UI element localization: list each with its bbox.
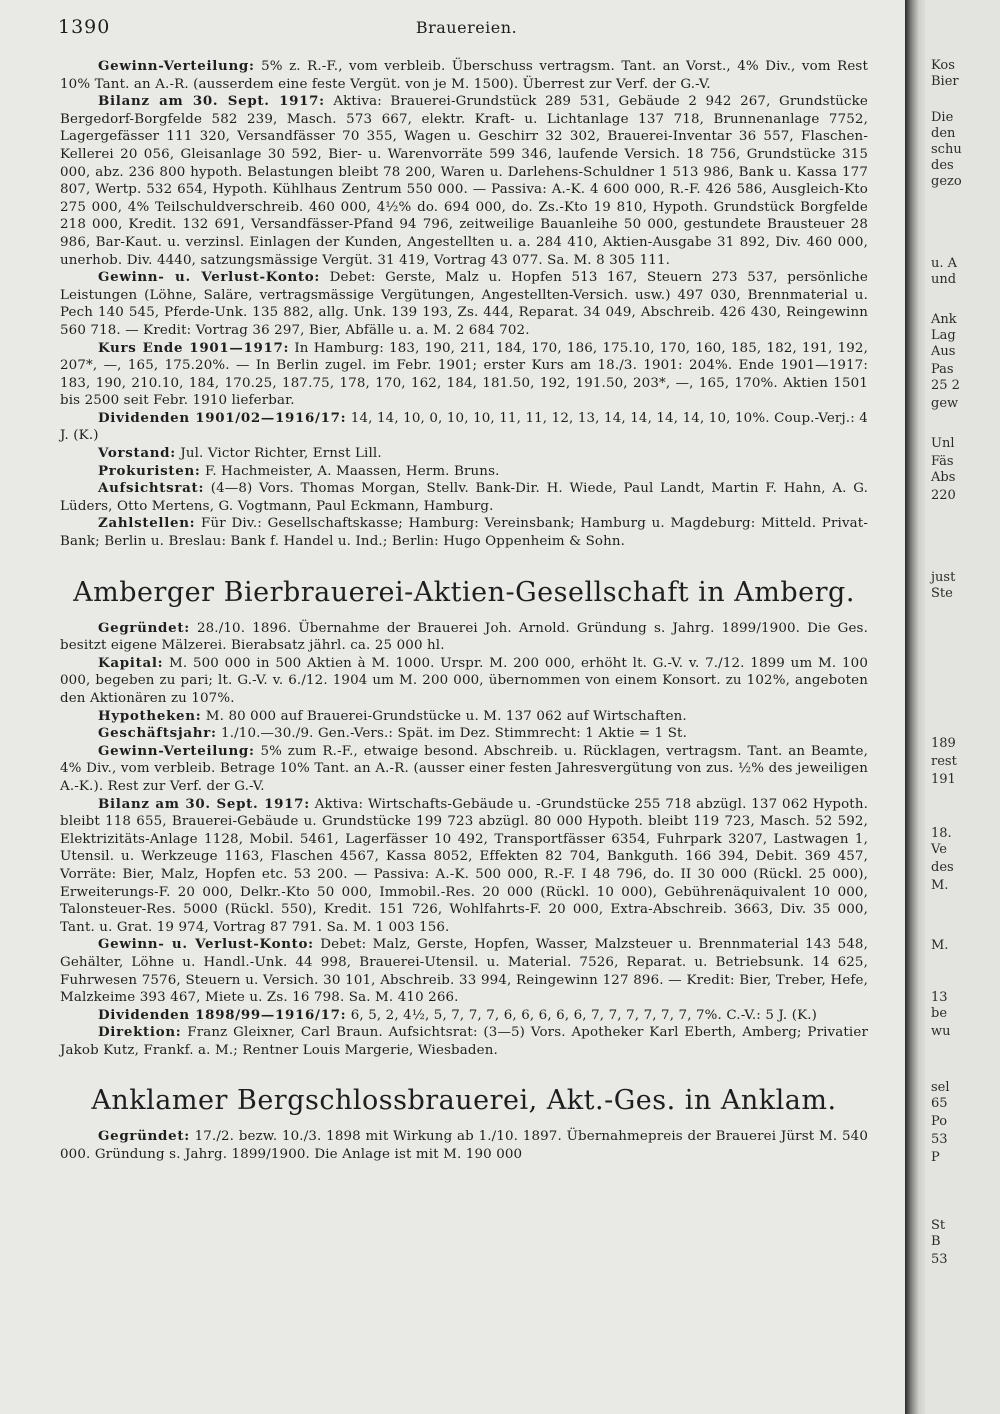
adjacent-page-fragment: Die bbox=[931, 110, 954, 125]
entry-paragraph bbox=[60, 340, 868, 410]
entry-paragraph bbox=[60, 515, 868, 550]
entry-label: Vorstand: bbox=[98, 445, 176, 462]
adjacent-page-fragment: B bbox=[931, 1234, 941, 1249]
adjacent-page-fragment: rest bbox=[931, 754, 957, 769]
page-body bbox=[60, 58, 868, 1164]
entry-text: 14, 14, 10, 0, 10, 10, 11, 11, 12, 13, 14, 14, 14, 14, 10, 10%. Coup.-Verj.: 4 J. (K.) bbox=[60, 410, 868, 444]
adjacent-page-fragment: gew bbox=[931, 396, 959, 411]
entry-paragraph bbox=[60, 1024, 868, 1059]
entry-label: Gegründet: bbox=[98, 1128, 190, 1145]
entry-text: Debet: Malz, Gerste, Hopfen, Wasser, Malzsteuer u. Brennmaterial 143 548, Gehälter, Löhne u. Handl.-Unk. 44 998, Brauerei-Utensil. u. Material. 7526, Reparat. u. Betriebsunk. 14 625, Fuhrwesen 7576, Steuern u. Versich. 30 101, Abschreib. 33 994, Reingewinn 127 896. — Kredit: Bier, Treber, Hefe, Malzkeime 393 467, Miete u. Zs. 16 798. Sa. M. 410 266. bbox=[60, 937, 868, 1006]
adjacent-page-fragment: des bbox=[931, 860, 954, 875]
adjacent-page-fragment: wu bbox=[931, 1024, 951, 1039]
entry-label: Bilanz am 30. Sept. 1917: bbox=[98, 795, 310, 812]
adjacent-page-fragment: be bbox=[931, 1006, 948, 1021]
entry-paragraph bbox=[60, 708, 868, 726]
adjacent-page-fragment: St bbox=[931, 1218, 946, 1233]
entry-label: Geschäftsjahr: bbox=[98, 725, 217, 742]
entry-text: 5% z. R.-F., vom verbleib. Überschuss vertragsm. Tant. an Vorst., 4% Div., vom Rest 10% Tant. an A.-R. (ausserdem eine feste Vergüt. von je M. 1500). Überrest zur Verf. der G.-V. bbox=[60, 59, 868, 92]
adjacent-page-fragment: Pas bbox=[931, 362, 954, 377]
entry-label: Gegründet: bbox=[98, 619, 190, 636]
entry-label: Aufsichtsrat: bbox=[98, 480, 205, 497]
entry-text: 5% zum R.-F., etwaige besond. Abschreib. u. Rücklagen, vertragsm. Tant. an Beamte, 4% Div., vom verbleib. Betrage 10% Tant. an A.-R. (ausser einer festen Jahresvergütung von zus. ½% des jeweiligen A.-K.). Rest zur Verf. der G.-V. bbox=[60, 743, 868, 794]
entry-text: M. 80 000 auf Brauerei-Grundstücke u. M. 137 062 auf Wirtschaften. bbox=[205, 708, 687, 724]
entry-text: F. Hachmeister, A. Maassen, Herm. Bruns. bbox=[204, 463, 500, 479]
entry-paragraph bbox=[60, 58, 868, 93]
entry-label: Kapital: bbox=[98, 654, 164, 671]
entry-paragraph bbox=[60, 796, 868, 937]
entry-paragraph bbox=[60, 936, 868, 1006]
adjacent-page-fragment: Lag bbox=[931, 328, 956, 343]
adjacent-page-fragment: 65 bbox=[931, 1096, 948, 1111]
entry-paragraph bbox=[60, 463, 868, 481]
adjacent-page-fragment: 53 bbox=[931, 1132, 948, 1147]
entry-label: Zahlstellen: bbox=[98, 515, 196, 532]
adjacent-page-fragment: Bier bbox=[931, 74, 959, 89]
entry-paragraph bbox=[60, 93, 868, 269]
firm-title: Anklamer Bergschlossbrauerei, Akt.-Ges. in Anklam. bbox=[91, 1085, 837, 1117]
adjacent-page-fragment: P bbox=[931, 1150, 940, 1165]
entry-text: (4—8) Vors. Thomas Morgan, Stellv. Bank-Dir. H. Wiede, Paul Landt, Martin F. Hahn, A. G. Lüders, Otto Mertens, G. Vogtmann, Paul Eckmann, Hamburg. bbox=[60, 481, 868, 514]
running-head: Brauereien. bbox=[415, 18, 518, 37]
adjacent-page-fragment: schu bbox=[931, 142, 962, 157]
entry-text: Aktiva: Brauerei-Grundstück 289 531, Gebäude 2 942 267, Grundstücke Bergedorf-Borgfelde 582 239, Masch. 573 667, elektr. Kraft- u. Lichtanlage 137 718, Brunnenanlage 7752, Lagergefässer 111 320, Versandfässer 70 355, Wagen u. Geschirr 32 302, Brauerei-Inventar 36 557, Flaschen-Kellerei 20 056, Gleisanlage 30 592, Bier- u. Warenvorräte 599 346, laufende Versich. 18 756, Grundstücke 315 000, abz. 236 800 hypoth. Belastungen bleibt 78 200, Waren u. Darlehens-Schuldner 1 513 986, Bank u. Kassa 177 807, Wertp. 532 654, Hypoth. Kühlhaus Zentrum 550 000. — Passiva: A.-K. 4 600 000, R.-F. 426 586, Ausgleich-Kto 275 000, 4% Teilschuldverschreib. 460 000, 4½% do. 694 000, do. Zs.-Kto 19 810, Hypoth. Grundstück Borgfelde 218 000, Kredit. 132 691, Versandfässer-Pfand 94 796, zeitweilige Bauanleihe 50 000, gestundete Brausteuer 28 986, Bar-Kaut. u. verzinsl. Einlagen der Kunden, Angestellten u. a. 284 410, Aktien-Ausgabe 31 892, Div. 460 000, unerhob. Div. 4440, satzungsmässige Vergüt. 31 419, Vortrag 43 077. Sa. M. 8 305 111. bbox=[60, 94, 868, 268]
entry-label: Direktion: bbox=[98, 1024, 182, 1041]
entry-label: Gewinn- u. Verlust-Konto: bbox=[98, 936, 314, 953]
entry-text: Für Div.: Gesellschaftskasse; Hamburg: Vereinsbank; Hamburg u. Magdeburg: Mitteld. Privat-Bank; Berlin u. Breslau: Bank f. Handel u. Ind.; Berlin: Hugo Oppenheim & Sohn. bbox=[60, 516, 868, 550]
entry-paragraph bbox=[60, 445, 868, 463]
adjacent-page-fragment: Kos bbox=[931, 58, 955, 73]
adjacent-page-fragment: M. bbox=[931, 938, 949, 953]
entry-text: In Hamburg: 183, 190, 211, 184, 170, 186, 175.10, 170, 160, 185, 182, 191, 192, 207*, —, 165, 175.20%. — In Berlin zugel. im Febr. 1901; erster Kurs am 18./3. 1901: 204%. Ende 1901—1917: 183, 190, 210.10, 184, 170.25, 187.75, 178, 170, 162, 184, 181.50, 192, 191.50, 203*, —, 165, 170%. Aktien 1501 bis 2500 seit Febr. 1910 lieferbar. bbox=[60, 340, 868, 409]
entry-paragraph bbox=[60, 1128, 868, 1163]
adjacent-page-fragment: Fäs bbox=[931, 454, 954, 469]
adjacent-page-fragment: 18. bbox=[931, 826, 952, 841]
adjacent-page-fragment: gezo bbox=[931, 174, 962, 189]
page-number: 1390 bbox=[58, 16, 111, 38]
adjacent-page-fragment: 25 2 bbox=[931, 378, 960, 393]
entry-text: 6, 5, 2, 4½, 5, 7, 7, 7, 6, 6, 6, 6, 6, 7, 7, 7, 7, 7, 7, 7%. C.-V.: 5 J. (K.) bbox=[350, 1007, 818, 1023]
page-header bbox=[58, 16, 875, 46]
adjacent-page-fragment: Ste bbox=[931, 586, 953, 601]
adjacent-page-fragment: 13 bbox=[931, 990, 948, 1005]
entry-paragraph bbox=[60, 655, 868, 708]
adjacent-page-fragment: 53 bbox=[931, 1252, 948, 1267]
entry-label: Dividenden 1901/02—1916/17: bbox=[98, 409, 347, 426]
adjacent-page-fragment: Abs bbox=[931, 470, 956, 485]
adjacent-page-fragment: Po bbox=[931, 1114, 948, 1129]
adjacent-page-fragment: Ve bbox=[931, 842, 947, 857]
adjacent-page-fragment: Ank bbox=[931, 312, 957, 327]
entry-text: M. 500 000 in 500 Aktien à M. 1000. Urspr. M. 200 000, erhöht lt. G.-V. v. 7./12. 1899 um M. 100 000, begeben zu pari; lt. G.-V. v. 6./12. 1904 um M. 200 000, übernommen von einem Konsort. zu 102%, angeboten den Aktionären zu 107%. bbox=[60, 655, 868, 706]
entry-label: Hypotheken: bbox=[98, 707, 202, 724]
adjacent-page-fragment: Aus bbox=[931, 344, 956, 359]
entry-label: Prokuristen: bbox=[98, 462, 201, 479]
adjacent-page-fragment: M. bbox=[931, 878, 949, 893]
entry-label: Dividenden 1898/99—1916/17: bbox=[98, 1006, 347, 1023]
entry-text: Franz Gleixner, Carl Braun. Aufsichtsrat: (3—5) Vors. Apotheker Karl Eberth, Amberg; Privatier Jakob Kutz, Frankf. a. M.; Rentner Louis Margerie, Wiesbaden. bbox=[60, 1025, 868, 1058]
firm-title: Amberger Bierbrauerei-Aktien-Gesellschaft in Amberg. bbox=[73, 576, 855, 608]
adjacent-page-fragment: 220 bbox=[931, 488, 956, 503]
adjacent-page-fragment: 191 bbox=[931, 772, 956, 787]
entry-paragraph bbox=[60, 410, 868, 445]
entry-text: 28./10. 1896. Übernahme der Brauerei Joh. Arnold. Gründung s. Jahrg. 1899/1900. Die Ges. besitzt eigene Mälzerei. Bierabsatz jährl. ca. 25 000 hl. bbox=[60, 620, 868, 654]
adjacent-page-fragment: und bbox=[931, 272, 957, 287]
entry-label: Gewinn- u. Verlust-Konto: bbox=[98, 269, 321, 286]
entry-text: 17./2. bezw. 10./3. 1898 mit Wirkung ab 1./10. 1897. Übernahmepreis der Brauerei Jürst M. 540 000. Gründung s. Jahrg. 1899/1900. Die Anlage ist mit M. 190 000 bbox=[60, 1129, 868, 1163]
entry-paragraph bbox=[60, 480, 868, 515]
adjacent-page-fragment: des bbox=[931, 158, 954, 173]
entry-label: Kurs Ende 1901—1917: bbox=[98, 339, 290, 356]
adjacent-page-fragment: Unl bbox=[931, 436, 955, 451]
entry-paragraph bbox=[60, 743, 868, 796]
entry-text: Aktiva: Wirtschafts-Gebäude u. -Grundstücke 255 718 abzügl. 137 062 Hypoth. bleibt 118 655, Brauerei-Gebäude u. Grundstücke 199 723 abzügl. 80 000 Hypoth. bleibt 119 723, Masch. 52 592, Elektrizitäts-Anlage 1128, Mobil. 5461, Lagerfässer 10 492, Transportfässer 6354, Fuhrpark 3207, Lastwagen 1, Utensil. u. Werkzeuge 1163, Flaschen 4567, Kassa 8052, Effekten 82 704, Bankguth. 166 394, Debit. 369 457, Vorräte: Bier, Malz, Hopfen etc. 53 200. — Passiva: A.-K. 500 000, R.-F. I 48 796, do. II 30 000 (Rückl. 25 000), Erweiterungs-F. 20 000, Delkr.-Kto 50 000, Immobil.-Res. 20 000 (Rückl. 10 000), Gebührenäquivalent 10 000, Talonsteuer-Res. 5000 (Rückl. 550), Kredit. 151 726, Wohlfahrts-F. 20 000, Extra-Abschreib. 3663, Div. 35 000, Tant. u. Grat. 19 974, Vortrag 87 791. Sa. M. 1 003 156. bbox=[60, 796, 868, 935]
entry-text: Jul. Victor Richter, Ernst Lill. bbox=[180, 446, 382, 462]
entry-paragraph bbox=[60, 269, 868, 339]
entry-paragraph bbox=[60, 620, 868, 655]
entry-label: Bilanz am 30. Sept. 1917: bbox=[98, 93, 325, 110]
book-gutter bbox=[905, 0, 925, 1414]
entry-paragraph bbox=[60, 1007, 868, 1025]
adjacent-page-fragment: just bbox=[931, 570, 956, 585]
adjacent-page-fragment: sel bbox=[931, 1080, 950, 1095]
entry-label: Gewinn-Verteilung: bbox=[98, 58, 255, 74]
adjacent-page-strip bbox=[925, 0, 1000, 1414]
entry-text: 1./10.—30./9. Gen.-Vers.: Spät. im Dez. Stimmrecht: 1 Aktie = 1 St. bbox=[221, 726, 687, 742]
entry-paragraph bbox=[60, 725, 868, 743]
entry-text: Debet: Gerste, Malz u. Hopfen 513 167, Steuern 273 537, persönliche Leistungen (Löhne, Saläre, vertragsmässige Vergütungen, Angestellten-Versich. usw.) 497 030, Brennmaterial u. Pech 140 545, Pferde-Unk. 135 882, allg. Unk. 139 193, Zs. 444, Reparat. 34 049, Abschreib. 426 430, Reingewinn 560 718. — Kredit: Vortrag 36 297, Bier, Abfälle u. a. M. 2 684 702. bbox=[60, 270, 868, 338]
adjacent-page-fragment: u. A bbox=[931, 256, 958, 271]
entry-label: Gewinn-Verteilung: bbox=[98, 742, 255, 759]
adjacent-page-fragment: den bbox=[931, 126, 956, 141]
adjacent-page-fragment: 189 bbox=[931, 736, 956, 751]
